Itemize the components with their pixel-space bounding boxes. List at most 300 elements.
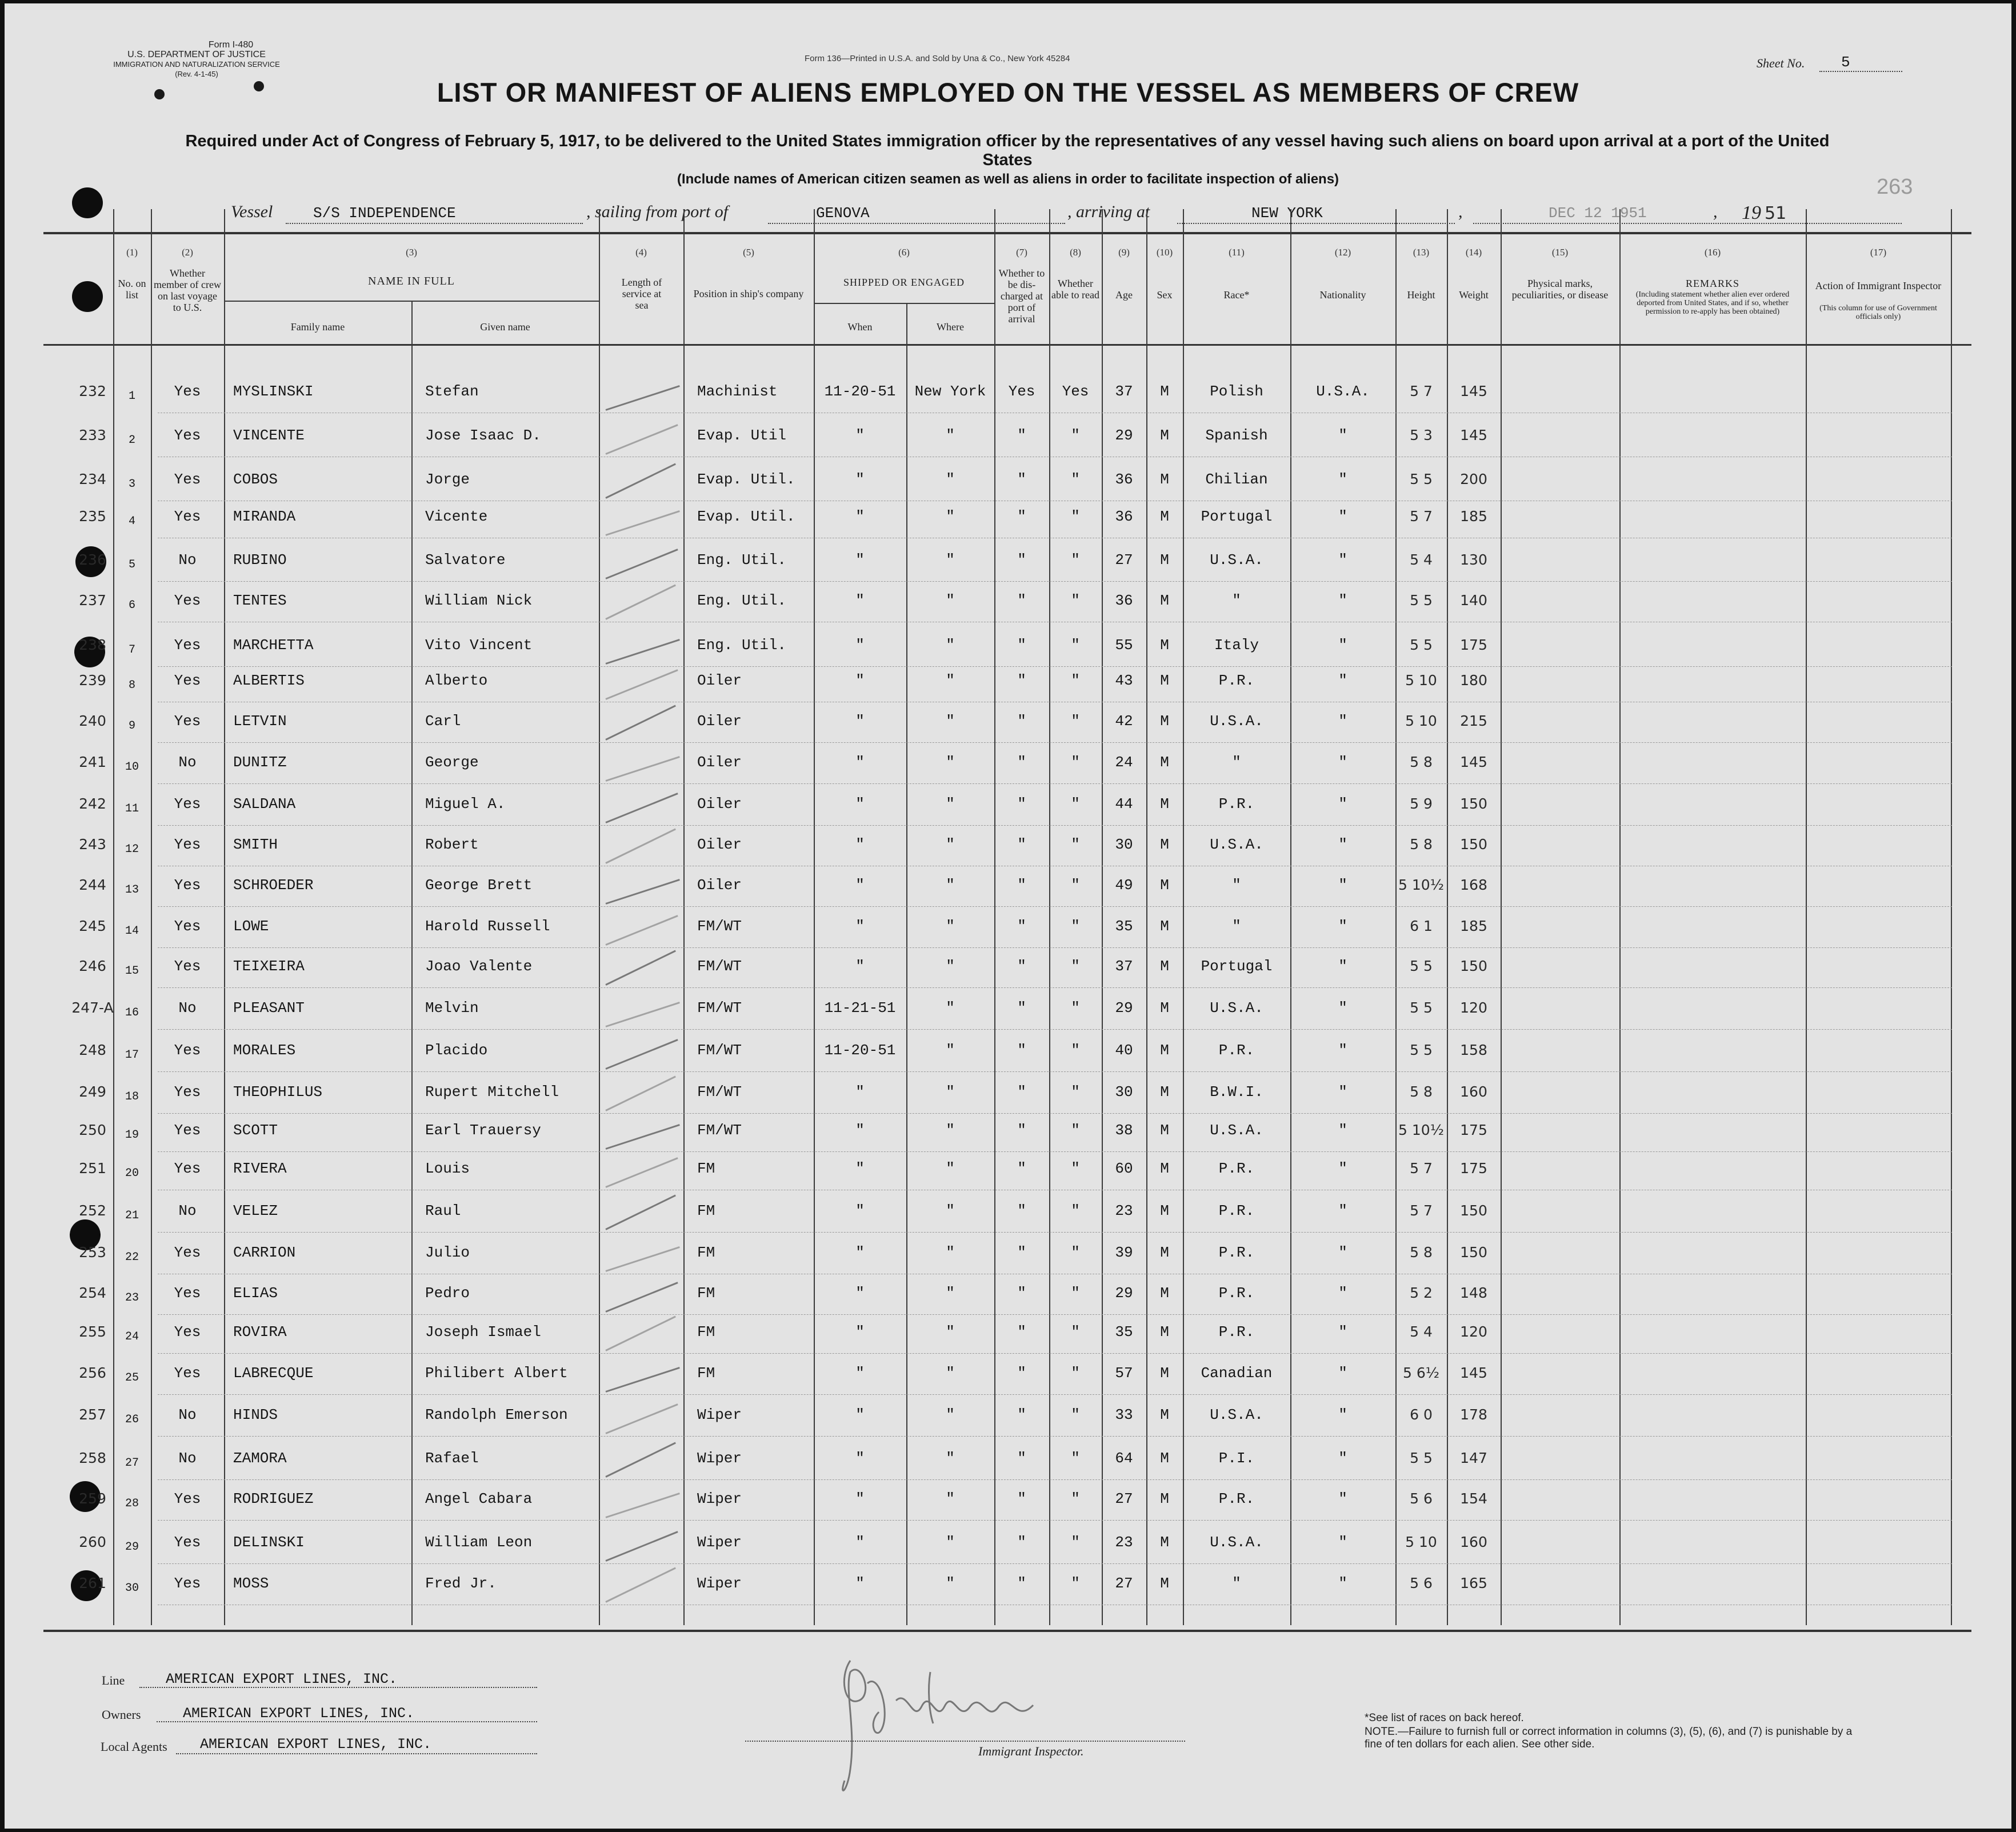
cell-sex: M	[1160, 592, 1169, 609]
cell-disch: "	[1017, 795, 1026, 813]
row-separator	[158, 1071, 1952, 1072]
cell-position: Oiler	[697, 754, 742, 771]
page-subtitle: Required under Act of Congress of February 5, 1917, to be delivered to the United States immigration officer by the representatives of any vessel having such aliens on board upon arrival at a port of the United States	[185, 132, 1830, 169]
row-separator	[158, 1029, 1952, 1030]
cell-no: 16	[125, 1006, 139, 1019]
service-tally-mark	[605, 1531, 678, 1562]
cell-sex: M	[1160, 795, 1169, 813]
col-header-race: Race*	[1223, 289, 1250, 301]
cell-family: RIVERA	[233, 1160, 287, 1177]
cell-no: 28	[125, 1497, 139, 1510]
cell-when: "	[855, 637, 865, 654]
cell-weight: 120	[1460, 1323, 1487, 1340]
col-num: (14)	[1465, 247, 1482, 258]
col-num: (16)	[1704, 247, 1721, 258]
arrival-date-stamp: DEC 12 1951	[1549, 205, 1647, 222]
cell-nationality: "	[1338, 1160, 1347, 1177]
cell-height: 5 5	[1410, 999, 1433, 1016]
cell-position: Evap. Util.	[697, 471, 795, 488]
cell-no: 19	[125, 1129, 139, 1142]
service-tally-mark	[606, 1124, 680, 1150]
cell-no: 27	[125, 1457, 139, 1470]
cell-weight: 150	[1460, 1202, 1487, 1219]
cell-disch: "	[1017, 836, 1026, 853]
cell-where: "	[946, 672, 955, 689]
cell-read: "	[1071, 1202, 1080, 1219]
cell-race: P.R.	[1218, 1285, 1255, 1302]
cell-read: "	[1071, 1285, 1080, 1302]
arriving-label: , arriving at	[1067, 202, 1150, 221]
cell-ref: 261	[79, 1575, 106, 1591]
cell-no: 23	[125, 1291, 139, 1305]
col-header-nationality: Nationality	[1319, 289, 1366, 301]
col-num: (2)	[182, 247, 193, 258]
cell-race: U.S.A.	[1210, 551, 1263, 569]
cell-sex: M	[1160, 637, 1169, 654]
cell-when: "	[855, 713, 865, 730]
cell-prev: Yes	[174, 836, 201, 853]
cell-weight: 185	[1460, 508, 1487, 525]
row-separator	[158, 1151, 1952, 1152]
cell-read: "	[1071, 1490, 1080, 1507]
cell-given: William Nick	[425, 592, 533, 609]
cell-no: 12	[125, 843, 139, 856]
date-sep: ,	[1713, 202, 1718, 221]
cell-no: 24	[125, 1330, 139, 1343]
cell-where: "	[946, 551, 955, 569]
cell-read: "	[1071, 508, 1080, 525]
cell-position: FM/WT	[697, 1122, 742, 1139]
cell-nationality: "	[1338, 713, 1347, 730]
footer-line-value: AMERICAN EXPORT LINES, INC.	[166, 1671, 398, 1687]
cell-sex: M	[1160, 1083, 1169, 1101]
cell-ref: 254	[79, 1285, 106, 1301]
col-header-discharged: Whether to be dis-charged at port of arrival	[998, 267, 1045, 325]
cell-sex: M	[1160, 471, 1169, 488]
cell-position: FM/WT	[697, 1042, 742, 1059]
cell-prev: Yes	[174, 918, 201, 935]
cell-height: 5 10½	[1398, 1122, 1444, 1138]
col-header-service: Length of service at sea	[621, 277, 662, 311]
service-tally-mark	[605, 1039, 678, 1070]
cell-where: "	[946, 427, 955, 444]
cell-ref: 253	[79, 1244, 106, 1261]
cell-sex: M	[1160, 713, 1169, 730]
cell-position: Machinist	[697, 383, 778, 400]
cell-race: P.R.	[1218, 1244, 1255, 1261]
cell-age: 27	[1115, 551, 1133, 569]
cell-position: FM	[697, 1202, 715, 1219]
cell-nationality: "	[1338, 672, 1347, 689]
cell-given: Robert	[425, 836, 479, 853]
cell-read: "	[1071, 877, 1080, 894]
cell-where: "	[946, 1122, 955, 1139]
col-header-remarks-note: (Including statement whether alien ever ordered deported from United States, and if so, whether permission to re-apply has been obtained)	[1635, 290, 1790, 316]
cell-race: P.R.	[1218, 1323, 1255, 1341]
cell-prev: Yes	[174, 958, 201, 975]
cell-height: 5 10	[1405, 672, 1437, 689]
col-num: (17)	[1870, 247, 1887, 258]
cell-given: Louis	[425, 1160, 470, 1177]
row-separator	[158, 1113, 1952, 1114]
cell-no: 6	[128, 599, 135, 612]
cell-nationality: "	[1338, 508, 1347, 525]
sailing-port: GENOVA	[816, 205, 870, 222]
cell-age: 44	[1115, 795, 1133, 813]
cell-race: U.S.A.	[1210, 1406, 1263, 1423]
footer-agents-value: AMERICAN EXPORT LINES, INC.	[200, 1736, 432, 1753]
cell-when: 11-20-51	[824, 1042, 896, 1059]
cell-sex: M	[1160, 1534, 1169, 1551]
cell-ref: 237	[79, 592, 106, 609]
cell-race: P.I.	[1218, 1450, 1255, 1467]
cell-disch: "	[1017, 1042, 1026, 1059]
cell-prev: Yes	[174, 1244, 201, 1261]
punch-hole	[72, 281, 103, 312]
cell-read: "	[1071, 999, 1080, 1017]
cell-weight: 168	[1460, 877, 1487, 893]
col-header-where: Where	[937, 321, 964, 333]
cell-nationality: "	[1338, 999, 1347, 1017]
cell-position: Oiler	[697, 713, 742, 730]
cell-when: "	[855, 592, 865, 609]
col-num: (1)	[126, 247, 138, 258]
service-tally-mark	[605, 829, 676, 864]
cell-family: SMITH	[233, 836, 278, 853]
cell-when: "	[855, 1202, 865, 1219]
cell-when: "	[855, 754, 865, 771]
cell-read: "	[1071, 471, 1080, 488]
sailing-label: , sailing from port of	[586, 202, 729, 221]
row-separator	[158, 1232, 1952, 1233]
cell-nationality: "	[1338, 637, 1347, 654]
cell-when: "	[855, 1244, 865, 1261]
cell-sex: M	[1160, 1122, 1169, 1139]
cell-ref: 244	[79, 877, 106, 893]
service-tally-mark	[605, 705, 676, 741]
row-separator	[158, 581, 1952, 582]
service-tally-mark	[606, 510, 680, 536]
row-separator	[158, 1520, 1952, 1521]
cell-age: 37	[1115, 958, 1133, 975]
cell-disch: "	[1017, 877, 1026, 894]
cell-where: "	[946, 1285, 955, 1302]
cell-age: 36	[1115, 592, 1133, 609]
cell-sex: M	[1160, 551, 1169, 569]
cell-nationality: "	[1338, 1202, 1347, 1219]
col-header-family-name: Family name	[290, 321, 345, 333]
cell-when: "	[855, 471, 865, 488]
cell-prev: No	[178, 1406, 197, 1423]
cell-position: Eng. Util.	[697, 551, 787, 569]
cell-sex: M	[1160, 1160, 1169, 1177]
cell-when: "	[855, 1323, 865, 1341]
cell-race: U.S.A.	[1210, 836, 1263, 853]
cell-when: "	[855, 1365, 865, 1382]
cell-family: TENTES	[233, 592, 287, 609]
col-rule	[683, 209, 685, 1625]
cell-disch: "	[1017, 1323, 1026, 1341]
page-subnote: (Include names of American citizen seamen as well as aliens in order to facilitate inspection of aliens)	[677, 171, 1339, 187]
cell-position: FM/WT	[697, 958, 742, 975]
col-num: (7)	[1016, 247, 1027, 258]
service-tally-mark	[605, 424, 678, 455]
cell-read: "	[1071, 637, 1080, 654]
service-tally-mark	[606, 1002, 680, 1027]
cell-no: 17	[125, 1049, 139, 1062]
cell-read: "	[1071, 918, 1080, 935]
row-separator	[158, 825, 1952, 826]
cell-family: RODRIGUEZ	[233, 1490, 314, 1507]
date-underline	[1473, 223, 1902, 224]
cell-prev: No	[178, 1202, 197, 1219]
cell-nationality: "	[1338, 1450, 1347, 1467]
cell-height: 5 5	[1410, 471, 1433, 487]
cell-height: 5 8	[1410, 1244, 1433, 1261]
cell-age: 29	[1115, 1285, 1133, 1302]
stamp-number: 263	[1877, 175, 1913, 199]
service-tally-mark	[605, 1403, 678, 1434]
sheet-label: Sheet No.	[1757, 56, 1805, 70]
cell-race: Portugal	[1201, 508, 1273, 525]
service-tally-mark	[605, 1195, 676, 1230]
cell-nationality: "	[1338, 1122, 1347, 1139]
cell-where: "	[946, 713, 955, 730]
inspector-signature	[827, 1638, 1067, 1809]
cell-family: PLEASANT	[233, 999, 305, 1017]
cell-age: 49	[1115, 877, 1133, 894]
cell-height: 5 7	[1410, 1202, 1433, 1219]
col-num: (11)	[1229, 247, 1245, 258]
cell-nationality: "	[1338, 592, 1347, 609]
year-prefix: 19	[1742, 202, 1761, 223]
col-rule	[1951, 209, 1952, 1625]
cell-sex: M	[1160, 1365, 1169, 1382]
cell-age: 24	[1115, 754, 1133, 771]
cell-height: 5 10½	[1398, 877, 1444, 893]
cell-given: Pedro	[425, 1285, 470, 1302]
cell-no: 2	[128, 434, 135, 447]
cell-when: "	[855, 1490, 865, 1507]
col-header-when: When	[847, 321, 873, 333]
cell-position: FM/WT	[697, 918, 742, 935]
cell-position: FM	[697, 1160, 715, 1177]
cell-race: P.R.	[1218, 1490, 1255, 1507]
col-num: (8)	[1070, 247, 1081, 258]
cell-when: "	[855, 795, 865, 813]
cell-position: Wiper	[697, 1575, 742, 1592]
cell-age: 23	[1115, 1202, 1133, 1219]
cell-sex: M	[1160, 1285, 1169, 1302]
cell-family: ELIAS	[233, 1285, 278, 1302]
cell-nationality: "	[1338, 471, 1347, 488]
cell-read: "	[1071, 1575, 1080, 1592]
cell-no: 26	[125, 1413, 139, 1426]
col-num: (10)	[1156, 247, 1173, 258]
cell-ref: 260	[79, 1534, 106, 1550]
col-num: (9)	[1118, 247, 1130, 258]
shipped-subrule	[814, 303, 994, 304]
cell-family: LOWE	[233, 918, 269, 935]
cell-read: Yes	[1062, 383, 1089, 400]
cell-height: 5 9	[1410, 795, 1433, 812]
cell-read: "	[1071, 551, 1080, 569]
cell-race: "	[1232, 592, 1241, 609]
service-tally-mark	[606, 1246, 680, 1272]
col-num: (15)	[1551, 247, 1569, 258]
cell-position: Oiler	[697, 836, 742, 853]
department: U.S. DEPARTMENT OF JUSTICE	[127, 50, 266, 59]
service-tally-mark	[605, 1282, 678, 1313]
cell-read: "	[1071, 1406, 1080, 1423]
cell-race: Italy	[1214, 637, 1259, 654]
cell-read: "	[1071, 1083, 1080, 1101]
cell-disch: Yes	[1008, 383, 1035, 400]
cell-read: "	[1071, 754, 1080, 771]
cell-ref: 243	[79, 836, 106, 853]
col-num: (4)	[635, 247, 647, 258]
cell-height: 5 5	[1410, 1042, 1433, 1058]
cell-prev: Yes	[174, 471, 201, 488]
col-header-sex: Sex	[1157, 289, 1173, 301]
cell-weight: 145	[1460, 1365, 1487, 1381]
vessel-underline	[286, 223, 583, 224]
cell-where: "	[946, 1490, 955, 1507]
cell-given: Raul	[425, 1202, 461, 1219]
col-header-action: Action of Immigrant Inspector	[1815, 280, 1942, 291]
cell-disch: "	[1017, 713, 1026, 730]
col-num: (3)	[406, 247, 417, 258]
col-header-weight: Weight	[1459, 289, 1489, 301]
cell-nationality: "	[1338, 1244, 1347, 1261]
cell-age: 36	[1115, 508, 1133, 525]
cell-age: 38	[1115, 1122, 1133, 1139]
cell-no: 20	[125, 1167, 139, 1180]
cell-no: 25	[125, 1371, 139, 1385]
cell-sex: M	[1160, 754, 1169, 771]
cell-disch: "	[1017, 592, 1026, 609]
col-header-given-name: Given name	[480, 321, 530, 333]
cell-position: FM/WT	[697, 1083, 742, 1101]
cell-no: 8	[128, 679, 135, 692]
cell-weight: 145	[1460, 383, 1487, 399]
note-text: —Failure to furnish full or correct information in columns (3), (5), (6), and (7) is punishable by a fine of ten dollars for each alien. See other side.	[1365, 1726, 1853, 1750]
cell-height: 5 7	[1410, 508, 1433, 525]
cell-nationality: "	[1338, 1575, 1347, 1592]
cell-race: U.S.A.	[1210, 999, 1263, 1017]
cell-nationality: "	[1338, 1042, 1347, 1059]
cell-disch: "	[1017, 1122, 1026, 1139]
cell-position: FM	[697, 1244, 715, 1261]
cell-when: "	[855, 836, 865, 853]
cell-race: "	[1232, 1575, 1241, 1592]
cell-no: 29	[125, 1541, 139, 1554]
cell-height: 5 10	[1405, 1534, 1437, 1550]
cell-no: 7	[128, 643, 135, 657]
form-id-block	[77, 40, 317, 79]
cell-race: P.R.	[1218, 795, 1255, 813]
cell-sex: M	[1160, 918, 1169, 935]
cell-prev: Yes	[174, 672, 201, 689]
row-separator	[158, 1314, 1952, 1315]
cell-when: "	[855, 1160, 865, 1177]
cell-weight: 175	[1460, 637, 1487, 653]
cell-prev: Yes	[174, 713, 201, 730]
cell-prev: Yes	[174, 1285, 201, 1302]
cell-weight: 148	[1460, 1285, 1487, 1301]
cell-ref: 259	[79, 1490, 106, 1507]
cell-where: "	[946, 836, 955, 853]
cell-weight: 200	[1460, 471, 1487, 487]
cell-given: Melvin	[425, 999, 479, 1017]
cell-where: "	[946, 795, 955, 813]
cell-where: "	[946, 1575, 955, 1592]
vessel-name: S/S INDEPENDENCE	[313, 205, 456, 222]
cell-family: DUNITZ	[233, 754, 287, 771]
cell-no: 11	[125, 802, 139, 815]
cell-ref: 255	[79, 1323, 106, 1340]
cell-family: SCHROEDER	[233, 877, 314, 894]
cell-ref: 245	[79, 918, 106, 934]
cell-position: Wiper	[697, 1490, 742, 1507]
races-note: *See list of races on back hereof.	[1365, 1712, 1524, 1724]
cell-nationality: "	[1338, 1490, 1347, 1507]
cell-family: RUBINO	[233, 551, 287, 569]
service-tally-mark	[606, 879, 680, 905]
cell-prev: Yes	[174, 1122, 201, 1139]
cell-height: 5 10	[1405, 713, 1437, 729]
cell-no: 9	[128, 719, 135, 733]
col-rule	[411, 301, 413, 1625]
cell-race: Polish	[1210, 383, 1263, 400]
cell-where: "	[946, 1244, 955, 1261]
row-separator	[158, 783, 1952, 784]
cell-weight: 178	[1460, 1406, 1487, 1423]
cell-family: MARCHETTA	[233, 637, 314, 654]
cell-no: 15	[125, 965, 139, 978]
col-header-prev-voyage: Whether member of crew on last voyage to U.S.	[154, 267, 221, 313]
footer-agents-underline	[176, 1753, 537, 1754]
cell-prev: Yes	[174, 1042, 201, 1059]
service-tally-mark	[605, 950, 676, 986]
cell-weight: 150	[1460, 1244, 1487, 1261]
cell-read: "	[1071, 1042, 1080, 1059]
col-header-remarks: REMARKS	[1685, 278, 1740, 289]
cell-when: "	[855, 1450, 865, 1467]
cell-height: 6 0	[1410, 1406, 1433, 1423]
service-tally-mark	[606, 639, 680, 665]
cell-race: Chilian	[1205, 471, 1268, 488]
footer-owners-label: Owners	[102, 1707, 141, 1722]
cell-ref: 234	[79, 471, 106, 487]
cell-sex: M	[1160, 1406, 1169, 1423]
cell-disch: "	[1017, 754, 1026, 771]
cell-where: "	[946, 1406, 955, 1423]
cell-race: Canadian	[1201, 1365, 1273, 1382]
cell-given: Fred Jr.	[425, 1575, 497, 1592]
cell-disch: "	[1017, 1244, 1026, 1261]
cell-position: Evap. Util.	[697, 508, 795, 525]
date-comma: ,	[1458, 202, 1463, 221]
cell-ref: 240	[79, 713, 106, 729]
year-suffix: 51	[1765, 203, 1787, 223]
cell-disch: "	[1017, 427, 1026, 444]
cell-prev: Yes	[174, 1160, 201, 1177]
cell-position: Oiler	[697, 795, 742, 813]
cell-ref: 250	[79, 1122, 106, 1138]
cell-ref: 247-A	[71, 999, 114, 1016]
cell-prev: Yes	[174, 592, 201, 609]
